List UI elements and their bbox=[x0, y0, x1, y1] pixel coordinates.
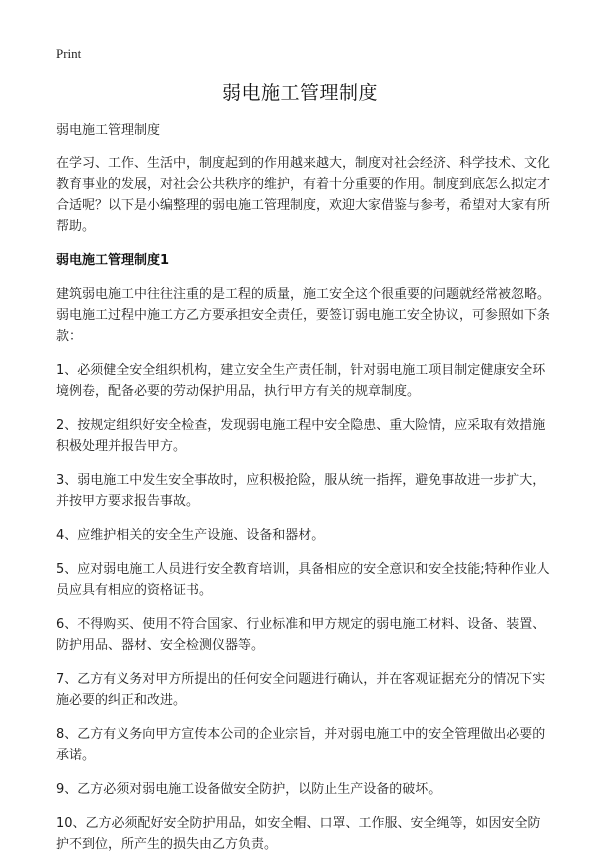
clause-item: 5、应对弱电施工人员进行安全教育培训，具备相应的安全意识和安全技能;特种作业人员应具有相应的资格证书。 bbox=[56, 562, 550, 598]
clause-item: 10、乙方必须配好安全防护用品，如安全帽、口罩、工作服、安全绳等，如因安全防护不到位，所产生的损失由乙方负责。 bbox=[56, 816, 541, 852]
print-label: Print bbox=[56, 46, 82, 61]
clause-item: 9、乙方必须对弱电施工设备做安全防护，以防止生产设备的破坏。 bbox=[56, 782, 442, 797]
clause-item: 1、必须健全安全组织机构，建立安全生产责任制，针对弱电施工项目制定健康安全环境例卷，配备必要的劳动保护用品，执行甲方有关的规章制度。 bbox=[56, 363, 546, 399]
document-title: 弱电施工管理制度 bbox=[221, 82, 378, 104]
clause-item: 3、弱电施工中发生安全事故时，应积极抢险，服从统一指挥，避免事故进一步扩大，并按甲方要求报告事故。 bbox=[56, 473, 546, 509]
clause-item: 4、应维护相关的安全生产设施、设备和器材。 bbox=[56, 528, 325, 543]
document-subtitle: 弱电施工管理制度 bbox=[56, 123, 161, 138]
document-body bbox=[56, 120, 550, 868]
clause-item: 7、乙方有义务对甲方所提出的任何安全问题进行确认，并在客观证据充分的情况下实施必要的纠正和改进。 bbox=[56, 672, 546, 708]
clause-item: 8、乙方有义务向甲方宣传本公司的企业宗旨，并对弱电施工中的安全管理做出必要的承诺。 bbox=[56, 727, 546, 763]
intro-paragraph: 在学习、工作、生活中，制度起到的作用越来越大，制度对社会经济、科学技术、文化教育事业的发展，对社会公共秩序的维护，有着十分重要的作用。制度到底怎么拟定才合适呢？以下是小编整理的弱电施工管理制度，欢迎大家借鉴与参考，希望对大家有所帮助。 bbox=[56, 156, 551, 234]
clause-item: 2、按规定组织好安全检查，发现弱电施工程中安全隐患、重大险情，应采取有效措施积极处理并报告甲方。 bbox=[56, 418, 546, 454]
clause-item: 6、不得购买、使用不符合国家、行业标准和甲方规定的弱电施工材料、设备、装置、防护用品、器材、安全检测仪器等。 bbox=[56, 617, 546, 653]
section-heading: 弱电施工管理制度1 bbox=[56, 253, 170, 268]
clause-list bbox=[56, 360, 550, 855]
section-intro-paragraph: 建筑弱电施工中往往注重的是工程的质量，施工安全这个很重要的问题就经常被忽略。弱电施工过程中施工方乙方要承担安全责任，要签订弱电施工安全协议，可参照如下条款： bbox=[56, 287, 551, 344]
